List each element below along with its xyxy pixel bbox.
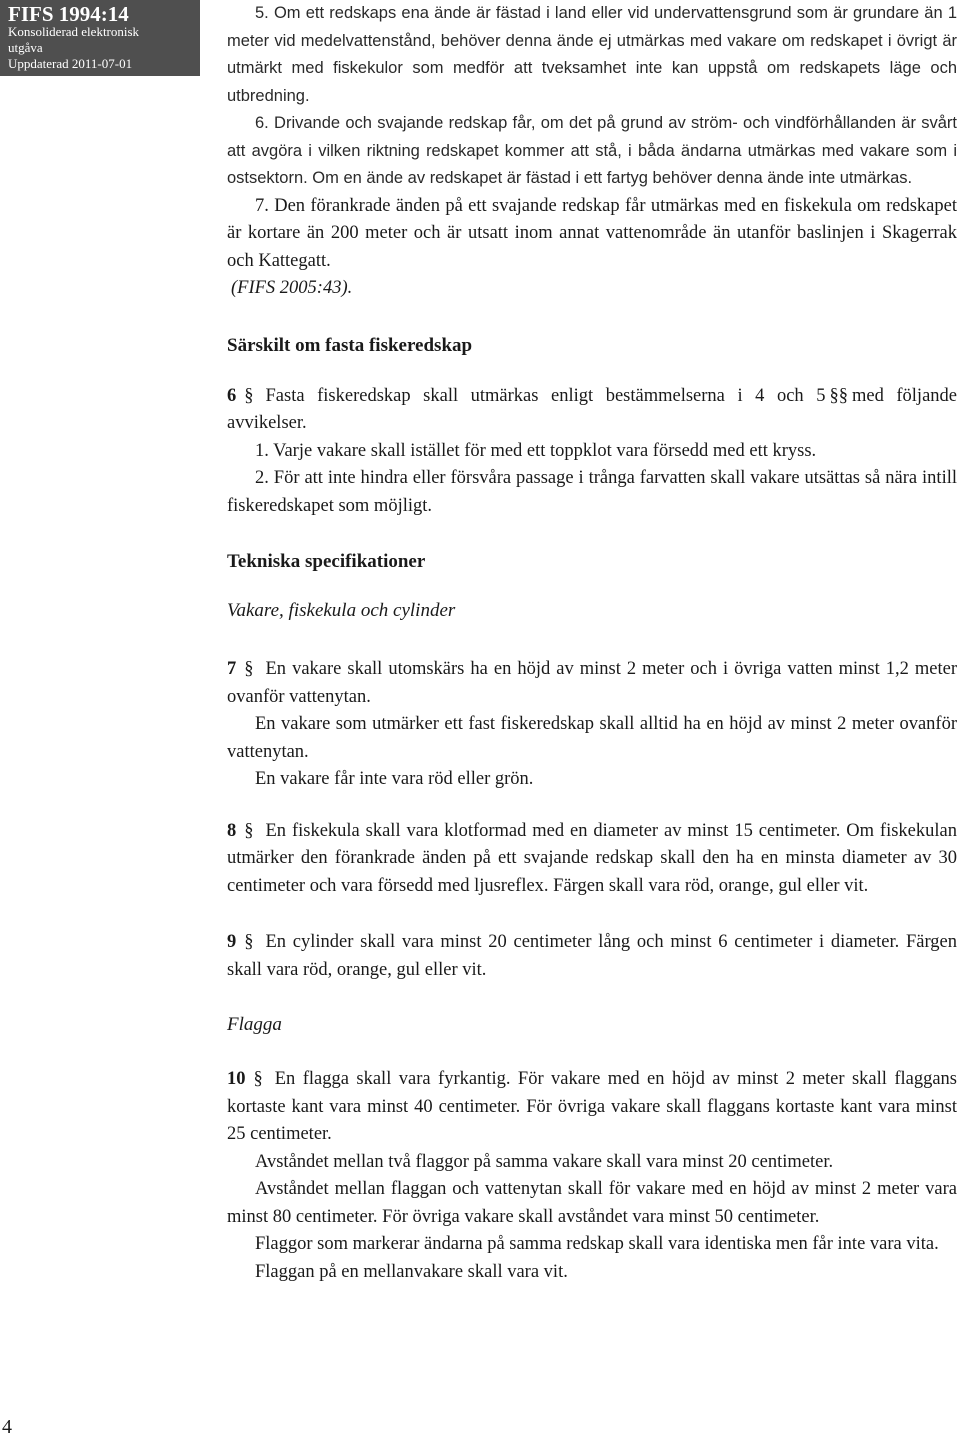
paragraph-10-p4: Flaggor som markerar ändarna på samma redskap skall vara identiska men får inte vara vita.: [255, 1234, 939, 1254]
section-sign-double: §§: [829, 385, 848, 406]
paragraph-6-item-2: 2. För att inte hindra eller försvåra passage i trånga farvatten skall vakare utsättas så nära intill fiskeredskapet som möjligt.: [227, 468, 957, 516]
section-number: 10: [227, 1069, 246, 1089]
paragraph-6: [227, 383, 957, 521]
document-sidebar: [0, 0, 200, 1442]
paragraph-10: [227, 1066, 957, 1286]
section-number: 9: [227, 932, 237, 952]
section-5-7-items: [227, 0, 957, 303]
document-body: [227, 0, 957, 1286]
paragraph-7-p3: En vakare får inte vara röd eller grön.: [255, 769, 534, 789]
item-7: 7. Den förankrade änden på ett svajande redskap får utmärkas med en fiskekula om redskapet är kortare än 200 meter och är utsatt inom annat vattenområde än utanför baslinjen i Skagerrak och Kattegatt.: [227, 195, 957, 271]
paragraph-10-p1: [227, 1066, 957, 1149]
section-sign: §: [244, 385, 254, 406]
section-sign: §: [253, 1069, 263, 1089]
paragraph-7-p2: En vakare som utmärker ett fast fiskeredskap skall alltid ha en höjd av minst 2 meter ovanför vattenytan.: [227, 714, 957, 762]
section-sign: §: [244, 659, 254, 679]
section-sign: §: [244, 932, 254, 952]
paragraph-10-p2: Avståndet mellan två flaggor på samma vakare skall vara minst 20 centimeter.: [255, 1151, 834, 1172]
section-number: 6: [227, 385, 237, 406]
section-number: 7: [227, 659, 237, 679]
updated-date: Uppdaterad 2011-07-01: [8, 56, 133, 71]
paragraph-10-text-1: En flagga skall vara fyrkantig. För vakare med en höjd av minst 2 meter skall flaggans kortaste kant vara minst 40 centimeter. För övriga vakare skall flaggans kortaste kant vara minst 25 centimeter.: [227, 1069, 957, 1144]
paragraph-8-text-1: En fiskekula skall vara klotformad med en diameter av minst 15 centimeter. Om fiskekulan utmärker den förankrade änden på ett svajande redskap skall den ha en minsta diameter av 30 centimeter och vara försedd med ljusreflex. Färgen skall vara röd, orange, gul eller vit.: [227, 820, 957, 896]
edition-line-1: Konsoliderad elektronisk: [8, 24, 140, 39]
edition-line-2: utgåva: [8, 40, 43, 55]
paragraph-7-p1: [227, 656, 957, 711]
item-5: 5. Om ett redskaps ena ände är fästad i land eller vid undervattensgrund som är grundare än 1 meter vid medelvattenstånd, behöver denna ände ej utmärkas med vakare om redskapet i övrigt är utmärkt med fiskekulor som medför att tveksamhet inte kan uppstå om redskapets läge och utbredning.: [227, 4, 957, 105]
paragraph-6-item-1: 1. Varje vakare skall istället för med ett toppklot vara försedd med ett kryss.: [255, 440, 817, 461]
subheading-vakare: Vakare, fiskekula och cylinder: [227, 600, 456, 621]
amendment-note: (FIFS 2005:43).: [231, 278, 353, 298]
header-band: [0, 0, 200, 76]
section-number: 8: [227, 820, 237, 841]
page-number: 4: [2, 1416, 12, 1438]
paragraph-9-text-1: En cylinder skall vara minst 20 centimeter lång och minst 6 centimeter i diameter. Färgen skall vara röd, orange, gul eller vit.: [227, 932, 957, 980]
item-6: 6. Drivande och svajande redskap får, om det på grund av ström- och vindförhållanden är svårt att avgöra i vilken riktning redskapet kommer att stå, i båda ändarna utmärkas med vakare som i ostsektorn. Om en ände av redskapet är fästad i ett fartyg behöver denna ände inte utmärkas.: [227, 114, 957, 187]
paragraph-8-p1: [227, 818, 957, 901]
heading-fasta-fiskeredskap: Särskilt om fasta fiskeredskap: [227, 334, 473, 356]
paragraph-6-text-after: med följande avvikelser.: [227, 385, 957, 433]
paragraph-9: [227, 929, 957, 984]
subheading-flagga: Flagga: [227, 1014, 282, 1035]
heading-tekniska-specifikationer: Tekniska specifikationer: [227, 551, 426, 572]
paragraph-9-p1: [227, 929, 957, 984]
paragraph-10-p3: Avståndet mellan flaggan och vattenytan skall för vakare med en höjd av minst 2 meter vara minst 80 centimeter. För övriga vakare skall avståndet vara minst 50 centimeter.: [227, 1179, 957, 1227]
paragraph-8: [227, 818, 957, 901]
paragraph-6-text-before: Fasta fiskeredskap skall utmärkas enligt bestämmelserna i 4 och 5: [265, 385, 826, 406]
paragraph-6-main: [227, 383, 957, 438]
section-sign: §: [244, 820, 254, 841]
paragraph-7: [227, 656, 957, 794]
document-id: FIFS 1994:14: [8, 2, 129, 26]
paragraph-7-text-1: En vakare skall utomskärs ha en höjd av minst 2 meter och i övriga vatten minst 1,2 meter ovanför vattenytan.: [227, 659, 957, 707]
paragraph-10-p5: Flaggan på en mellanvakare skall vara vit.: [255, 1261, 568, 1282]
